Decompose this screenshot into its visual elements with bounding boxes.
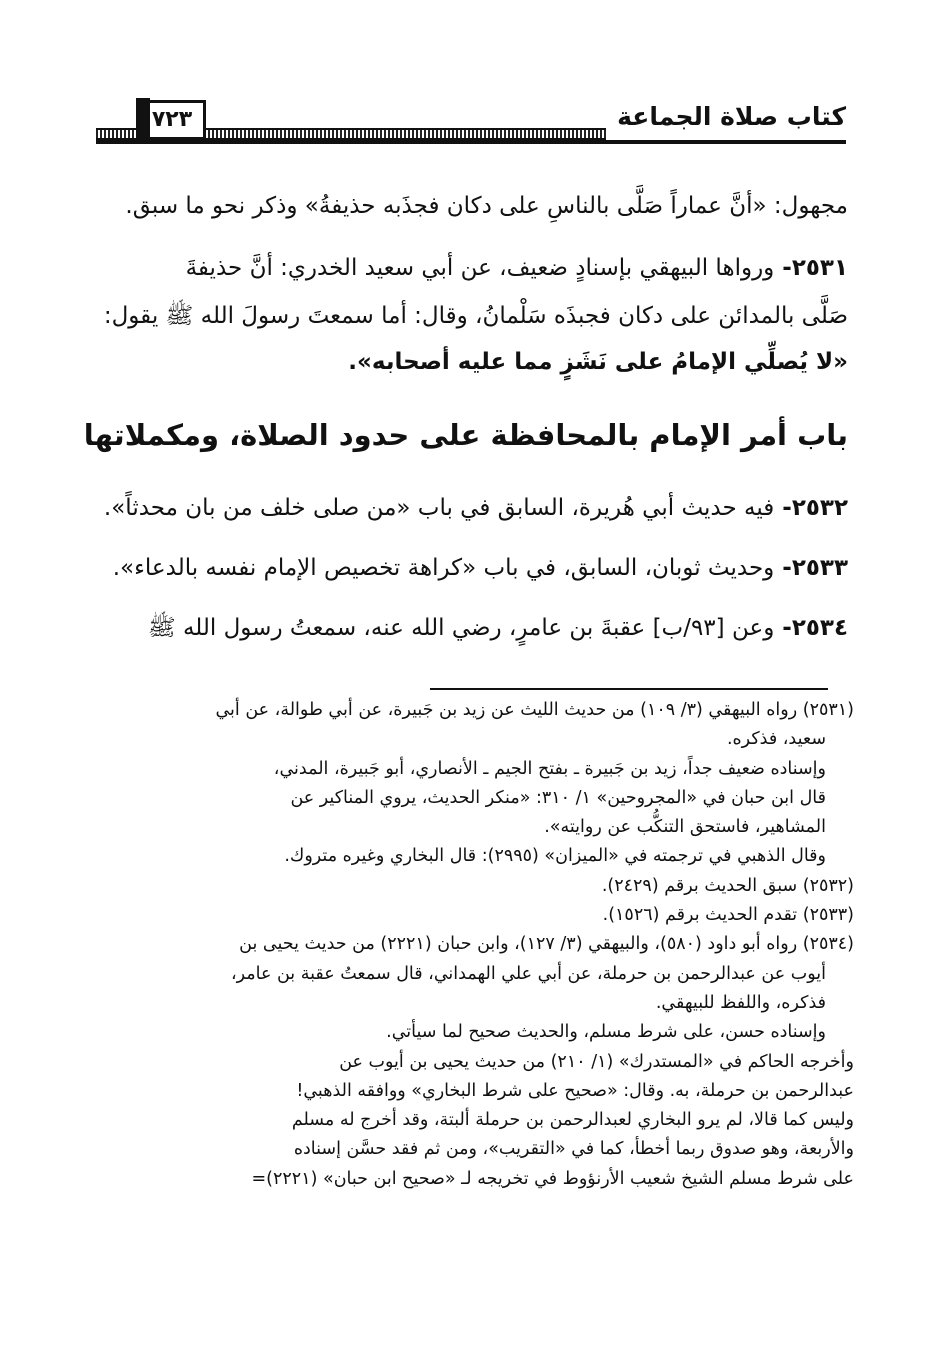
footnote-separator — [430, 688, 828, 690]
hadith-text: فيه حديث أبي هُريرة، السابق في باب «من صلى خلف من بان محدثاً». — [103, 495, 775, 521]
footnote-line: أيوب عن عبدالرحمن بن حرملة، عن أبي علي الهمداني، قال سمعتُ عقبة بن عامر، — [230, 963, 826, 984]
hadith-text-line: ورواها البيهقي بإسنادٍ ضعيف، عن أبي سعيد الخدري: أنَّ حذيفةَ — [185, 255, 775, 281]
hadith-text: وحديث ثوبان، السابق، في باب «كراهة تخصيص الإمام نفسه بالدعاء». — [112, 555, 775, 581]
footnote-line: فذكره، واللفظ للبيهقي. — [655, 992, 826, 1013]
hadith-number: ٢٥٣٤- — [782, 615, 848, 641]
footnote-line: وقال الذهبي في ترجمته في «الميزان» (٢٩٩٥): قال البخاري وغيره متروك. — [284, 846, 826, 867]
running-header — [96, 98, 846, 142]
footnote-line: (٢٥٣٤) رواه أبو داود (٥٨٠)، والبيهقي (٣/ ١٢٧)، وابن حبان (٢٢٢١) من حديث يحيى بن — [239, 934, 854, 955]
page-number-ornament — [136, 98, 150, 138]
footnote-line: وإسناده حسن، على شرط مسلم، والحديث صحيح لما سيأتي. — [386, 1022, 826, 1043]
footnote-line: (٢٥٣١) رواه البيهقي (٣/ ١٠٩) من حديث الليث عن زيد بن جَبيرة، عن أبي طوالة، عن أبي — [215, 700, 854, 720]
hadith-number: ٢٥٣١- — [782, 255, 848, 281]
book-title: كتاب صلاة الجماعة — [617, 102, 846, 131]
footnote-line: وليس كما قالا، لم يرو البخاري لعبدالرحمن بن حرملة ألبتة، وقد أخرج له مسلم — [291, 1110, 854, 1131]
hadith-text: وعن [٩٣/ب] عقبةَ بن عامرٍ، رضي الله عنه، سمعتُ رسول الله ﷺ — [147, 615, 775, 641]
hadith-2532 — [92, 480, 848, 536]
footnote-line: عبدالرحمن بن حرملة، به. وقال: «صحيح على شرط البخاري» ووافقه الذهبي! — [296, 1080, 854, 1101]
footnote-line: سعيد، فذكره. — [726, 729, 826, 750]
footnote-line: وأخرجه الحاكم في «المستدرك» (١/ ٢١٠) من حديث يحيى بن أيوب عن — [339, 1051, 854, 1072]
hadith-2533 — [92, 540, 848, 596]
footnote-line: (٢٥٣٢) سبق الحديث برقم (٢٤٢٩). — [601, 875, 854, 896]
footnote-line: على شرط مسلم الشيخ شعيب الأرنؤوط في تخريجه لـ «صحيح ابن حبان» (٢٢٢١)= — [251, 1168, 854, 1189]
footnote-line: المشاهير، فاستحق التنكُّب عن روايته». — [544, 817, 826, 838]
footnote-line: والأربعة، وهو صدوق ربما أخطأ، كما في «التقريب»، ومن ثم فقد حسَّن إسناده — [293, 1139, 854, 1160]
footnote-line: قال ابن حبان في «المجروحين» ١/ ٣١٠: «منكر الحديث، يروي المناكير عن — [290, 787, 826, 808]
hadith-2531-line2: صَلَّى بالمدائن على دكان فجبذَه سَلْمانُ، وقال: أما سمعتَ رسولَ الله ﷺ يقول: — [103, 303, 848, 329]
hadith-number: ٢٥٣٢- — [782, 495, 848, 521]
page-number: ٧٢٣ — [138, 100, 206, 140]
section-title: باب أمر الإمام بالمحافظة على حدود الصلاة، ومكملاتها — [83, 418, 848, 452]
paragraph-1: مجهول: «أنَّ عماراً صَلَّى بالناسِ على دكان فجذَبه حذيفةُ» وذكر نحو ما سبق. — [125, 193, 848, 219]
footnotes — [76, 696, 854, 1194]
header-rule — [96, 140, 846, 144]
footnote-line: وإسناده ضعيف جداً، زيد بن جَبيرة ـ بفتح الجيم ـ الأنصاري، أبو جَبيرة، المدني، — [273, 758, 826, 779]
hadith-2531-quote: «لا يُصلِّي الإمامُ على نَشَزٍ مما عليه أصحابه». — [348, 349, 848, 375]
hadith-2534 — [92, 600, 848, 656]
hadith-number: ٢٥٣٣- — [782, 555, 848, 581]
footnote-line: (٢٥٣٣) تقدم الحديث برقم (١٥٢٦). — [602, 905, 854, 926]
